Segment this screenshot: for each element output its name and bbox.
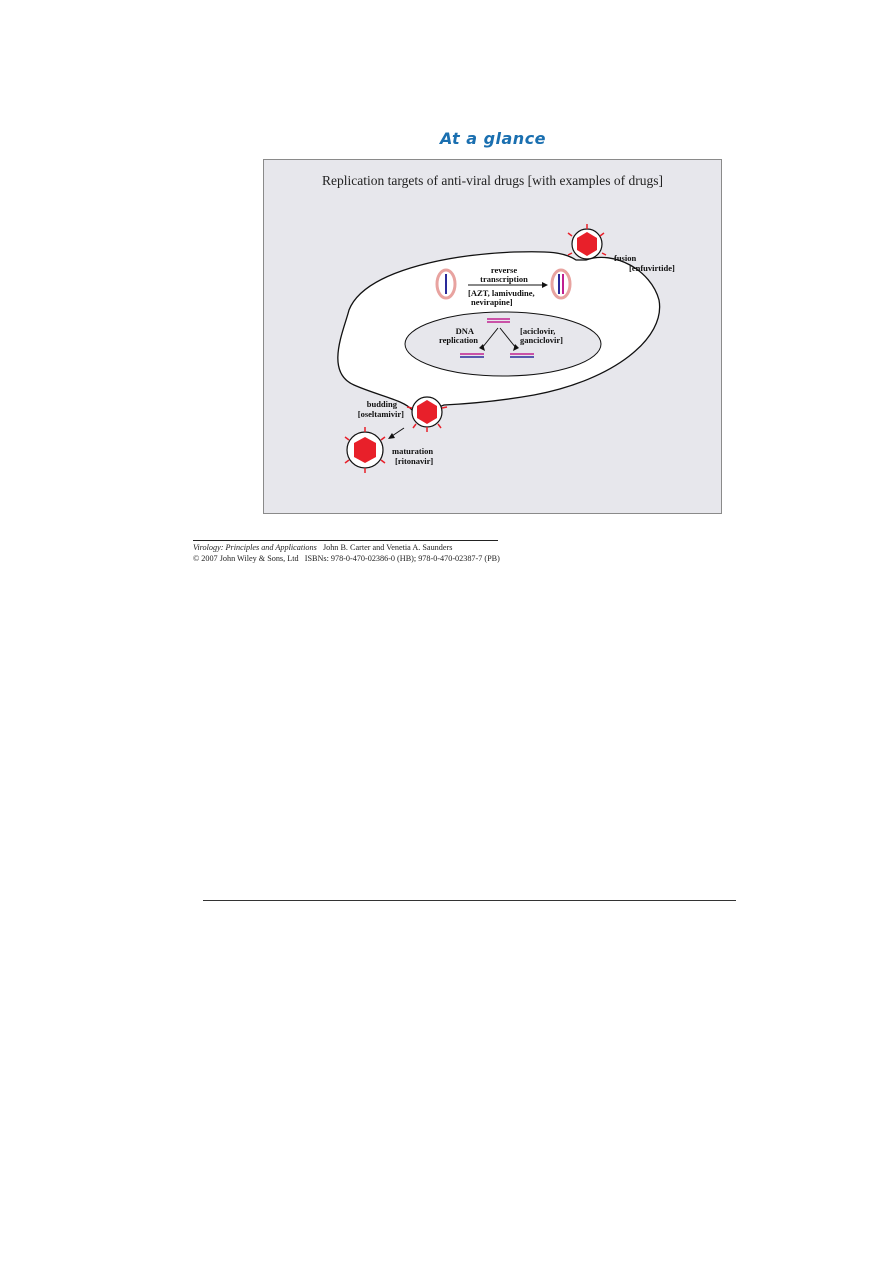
label-rt-1: reverse (490, 265, 518, 275)
figure-diagram (264, 160, 723, 515)
page-heading: At a glance (439, 129, 547, 148)
label-maturation-drug: [ritonavir] (395, 456, 434, 466)
citation-rule (193, 540, 498, 541)
label-rt-drugs-1: [AZT, lamivudine, (468, 288, 535, 298)
maturation-arrow (392, 428, 404, 436)
book-title: Virology: Principles and Applications (193, 543, 317, 552)
label-fusion-drug: [enfuvirtide] (629, 263, 675, 273)
page-footer-rule (203, 900, 736, 901)
label-rt-2: transcription (480, 274, 528, 284)
label-fusion: fusion (614, 253, 637, 263)
label-dna-2: replication (438, 335, 478, 345)
label-rt-drugs-2: nevirapine] (471, 297, 513, 307)
book-authors: John B. Carter and Venetia A. Saunders (322, 543, 453, 552)
label-budding: budding (366, 399, 397, 409)
citation (193, 543, 500, 564)
citation-line-2: © 2007 John Wiley & Sons, Ltd ISBNs: 978-0-470-02386-0 (HB); 978-0-470-02387-7 (PB) (193, 553, 500, 563)
label-dna-drugs-2: ganciclovir] (520, 335, 563, 345)
label-dna-drugs-1: [aciclovir, (520, 326, 556, 336)
replication-figure (263, 159, 722, 514)
label-maturation: maturation (392, 446, 434, 456)
citation-line-1 (193, 543, 500, 554)
label-budding-drug: [oseltamivir] (357, 409, 404, 419)
fusion-virus (568, 224, 606, 259)
mature-virus (345, 427, 385, 473)
figure-title: Replication targets of anti-viral drugs [with examples of drugs] (322, 173, 663, 188)
label-dna-1: DNA (455, 326, 474, 336)
